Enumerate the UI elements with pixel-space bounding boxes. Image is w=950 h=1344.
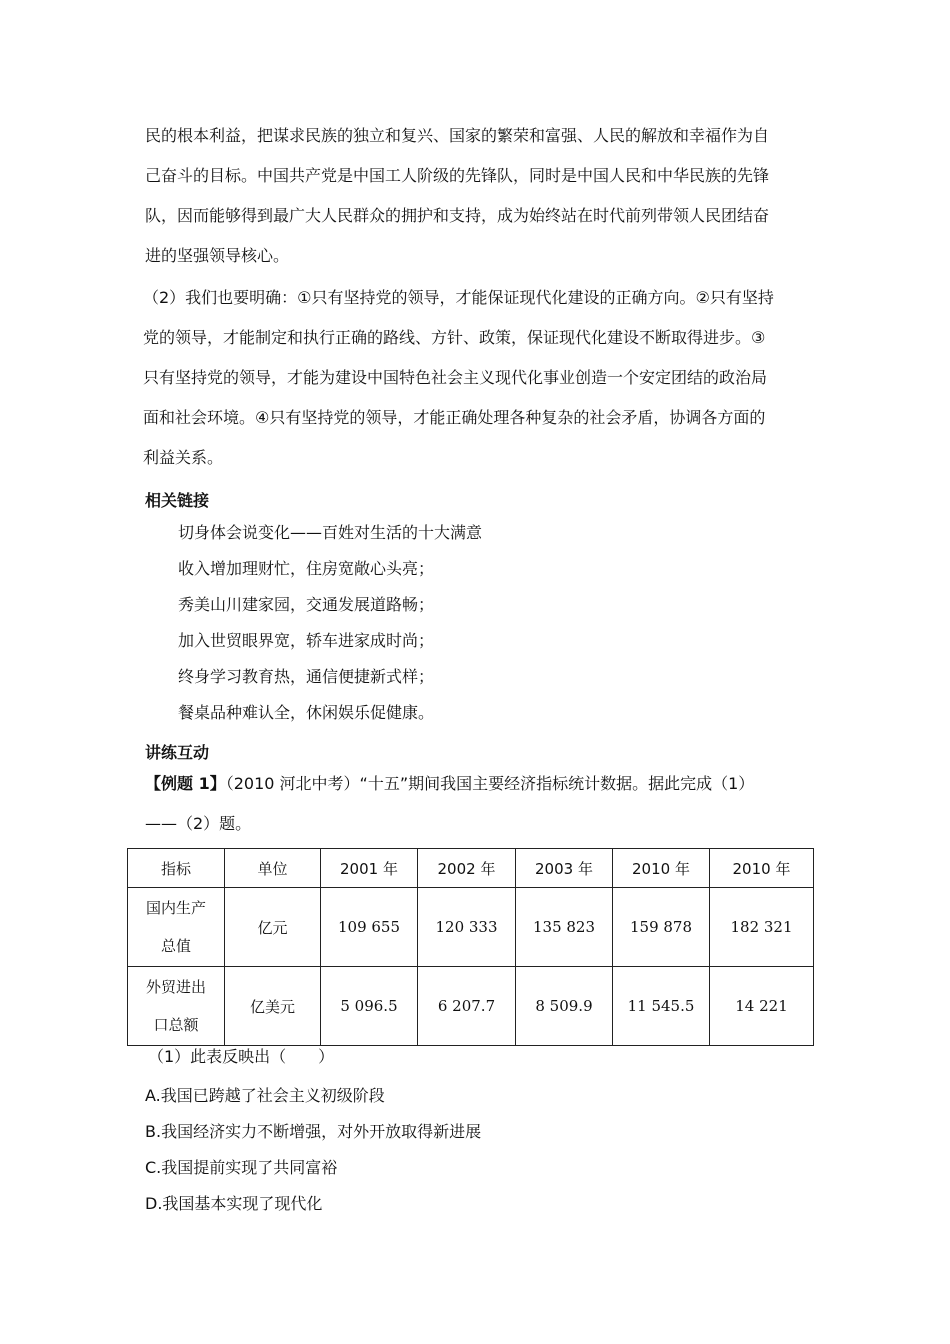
value-cell: 159 878 — [613, 888, 710, 967]
statistics-table — [127, 848, 814, 1046]
indicator-cell — [128, 888, 225, 967]
poem-line: 终身学习教育热，通信便捷新式样； — [178, 667, 435, 686]
header-cell: 2001 年 — [321, 849, 418, 888]
sub-question: （1）此表反映出（ ） — [148, 1047, 335, 1066]
header-cell: 2010 年 — [613, 849, 710, 888]
option-a: A.我国已跨越了社会主义初级阶段 — [145, 1086, 385, 1105]
unit-cell: 亿美元 — [225, 967, 321, 1046]
text-line: 己奋斗的目标。中国共产党是中国工人阶级的先锋队，同时是中国人民和中华民族的先锋 — [145, 166, 770, 185]
value-cell: 5 096.5 — [321, 967, 418, 1046]
point-2-paragraph — [143, 278, 808, 478]
text-line: 进的坚强领导核心。 — [145, 246, 290, 265]
indicator-text: 外贸进出 — [145, 978, 206, 996]
intro-paragraph — [145, 116, 810, 276]
poem-line: 切身体会说变化——百姓对生活的十大满意 — [178, 523, 483, 542]
example-label: 【例题 1】 — [145, 774, 226, 793]
poem-line: 加入世贸眼界宽，轿车进家成时尚； — [178, 631, 435, 650]
table-row — [128, 888, 814, 967]
table-row — [128, 967, 814, 1046]
text-line: 队，因而能够得到最广大人民群众的拥护和支持，成为始终站在时代前列带领人民团结奋 — [145, 206, 770, 225]
indicator-text: 总值 — [160, 937, 191, 955]
value-cell: 11 545.5 — [613, 967, 710, 1046]
practice-heading: 讲练互动 — [145, 743, 210, 762]
related-links-heading: 相关链接 — [145, 491, 210, 510]
poem-line: 秀美山川建家园，交通发展道路畅； — [178, 595, 435, 614]
example-text: （2010 河北中考）“十五”期间我国主要经济指标统计数据。据此完成（1） — [225, 774, 755, 793]
value-cell: 14 221 — [710, 967, 814, 1046]
option-c: C.我国提前实现了共同富裕 — [145, 1158, 338, 1177]
header-cell: 2003 年 — [516, 849, 613, 888]
value-cell: 8 509.9 — [516, 967, 613, 1046]
value-cell: 182 321 — [710, 888, 814, 967]
example-question — [145, 766, 754, 842]
example-text-cont: ——（2）题。 — [145, 814, 252, 833]
text-line: 民的根本利益，把谋求民族的独立和复兴、国家的繁荣和富强、人民的解放和幸福作为自 — [145, 126, 770, 145]
unit-cell: 亿元 — [225, 888, 321, 967]
text-line: 利益关系。 — [143, 448, 224, 467]
poem-line: 收入增加理财忙，住房宽敞心头亮； — [178, 559, 435, 578]
option-d: D.我国基本实现了现代化 — [145, 1194, 323, 1213]
value-cell: 6 207.7 — [418, 967, 516, 1046]
poem-line: 餐桌品种难认全，休闲娱乐促健康。 — [178, 703, 435, 722]
indicator-cell — [128, 967, 225, 1046]
header-cell: 2002 年 — [418, 849, 516, 888]
header-cell: 2010 年 — [710, 849, 814, 888]
table-header-row — [128, 849, 814, 888]
value-cell: 135 823 — [516, 888, 613, 967]
indicator-text: 国内生产 — [145, 899, 206, 917]
indicator-text: 口总额 — [153, 1016, 199, 1034]
text-line: 党的领导，才能制定和执行正确的路线、方针、政策，保证现代化建设不断取得进步。③ — [143, 328, 766, 347]
header-cell: 单位 — [225, 849, 321, 888]
answer-options — [145, 1078, 481, 1222]
text-line: 只有坚持党的领导，才能为建设中国特色社会主义现代化事业创造一个安定团结的政治局 — [143, 368, 768, 387]
value-cell: 109 655 — [321, 888, 418, 967]
text-line: 面和社会环境。④只有坚持党的领导，才能正确处理各种复杂的社会矛盾，协调各方面的 — [143, 408, 766, 427]
text-line: （2）我们也要明确：①只有坚持党的领导，才能保证现代化建设的正确方向。②只有坚持 — [143, 288, 774, 307]
value-cell: 120 333 — [418, 888, 516, 967]
poem-block — [178, 515, 482, 731]
header-cell: 指标 — [128, 849, 225, 888]
option-b: B.我国经济实力不断增强，对外开放取得新进展 — [145, 1122, 482, 1141]
